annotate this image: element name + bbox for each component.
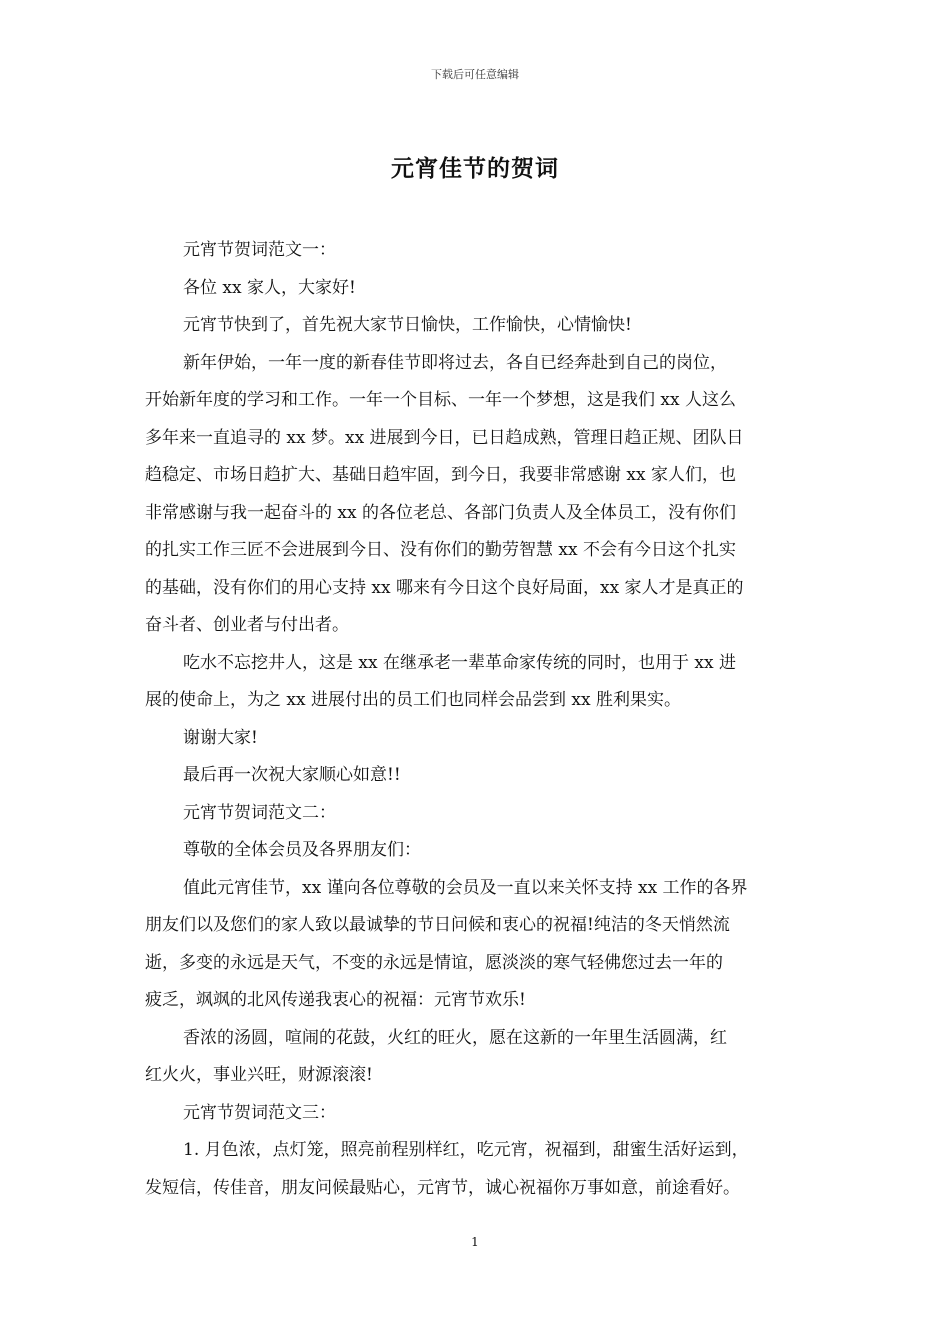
paragraph — [145, 345, 817, 645]
header-note: 下载后可任意编辑 — [431, 68, 519, 81]
text-line: 红火火，事业兴旺，财源滚滚! — [145, 1065, 373, 1085]
text-line: 发短信，传佳音，朋友问候最贴心，元宵节，诚心祝福你万事如意，前途看好。 — [145, 1177, 740, 1198]
text-line: 最后再一次祝大家顺心如意!! — [183, 765, 401, 785]
text-line: 展的使命上，为之 xx 进展付出的员工们也同样会品尝到 xx 胜利果实。 — [145, 690, 681, 710]
paragraph — [145, 1132, 817, 1207]
paragraph — [145, 645, 817, 720]
paragraph — [145, 1020, 817, 1095]
text-line: 值此元宵佳节，xx 谨向各位尊敬的会员及一直以来关怀支持 xx 工作的各界 — [183, 877, 748, 898]
page-number: 1 — [471, 1235, 479, 1249]
text-line: 的扎实工作三匠不会进展到今日、没有你们的勤劳智慧 xx 不会有今日这个扎实 — [145, 540, 736, 560]
document-body — [145, 232, 817, 1207]
text-line: 逝，多变的永远是天气，不变的永远是情谊，愿淡淡的寒气轻佛您过去一年的 — [145, 952, 723, 973]
paragraph — [145, 757, 817, 795]
text-line: 疲乏，飒飒的北风传递我衷心的祝福：元宵节欢乐! — [145, 990, 526, 1010]
text-line: 多年来一直追寻的 xx 梦。xx 进展到今日，已日趋成熟，管理日趋正规、团队日 — [145, 427, 744, 448]
paragraph — [145, 795, 817, 833]
text-line: 奋斗者、创业者与付出者。 — [145, 615, 349, 635]
text-line: 非常感谢与我一起奋斗的 xx 的各位老总、各部门负责人及全体员工，没有你们 — [145, 502, 736, 523]
text-line: 吃水不忘挖井人，这是 xx 在继承老一辈革命家传统的同时，也用于 xx 进 — [183, 652, 736, 673]
text-line: 尊敬的全体会员及各界朋友们： — [183, 840, 421, 860]
text-line: 趋稳定、市场日趋扩大、基础日趋牢固，到今日，我要非常感谢 xx 家人们，也 — [145, 465, 736, 485]
text-line: 朋友们以及您们的家人致以最诚挚的节日问候和衷心的祝福!纯洁的冬天悄然流 — [145, 915, 730, 935]
paragraph — [145, 832, 817, 870]
text-line: 元宵节快到了，首先祝大家节日愉快，工作愉快，心情愉快! — [183, 315, 632, 335]
paragraph — [145, 1095, 817, 1133]
text-line: 开始新年度的学习和工作。一年一个目标、一年一个梦想，这是我们 xx 人这么 — [145, 390, 736, 410]
paragraph — [145, 232, 817, 270]
paragraph — [145, 720, 817, 758]
text-line: 的基础，没有你们的用心支持 xx 哪来有今日这个良好局面，xx 家人才是真正的 — [145, 577, 744, 598]
text-line: 1. 月色浓，点灯笼，照亮前程别样红，吃元宵，祝福到，甜蜜生活好运到， — [183, 1140, 749, 1160]
text-line: 香浓的汤圆，喧闹的花鼓，火红的旺火，愿在这新的一年里生活圆满，红 — [183, 1027, 727, 1048]
text-line: 各位 xx 家人，大家好! — [183, 277, 356, 298]
text-line: 元宵节贺词范文三： — [183, 1102, 336, 1123]
text-line: 新年伊始，一年一度的新春佳节即将过去，各自已经奔赴到自己的岗位， — [183, 352, 727, 373]
paragraph — [145, 307, 817, 345]
text-line: 谢谢大家! — [183, 727, 258, 748]
document-title: 元宵佳节的贺词 — [391, 155, 559, 182]
paragraph — [145, 270, 817, 308]
text-line: 元宵节贺词范文二： — [183, 802, 336, 823]
paragraph — [145, 870, 817, 1020]
text-line: 元宵节贺词范文一： — [183, 240, 336, 260]
